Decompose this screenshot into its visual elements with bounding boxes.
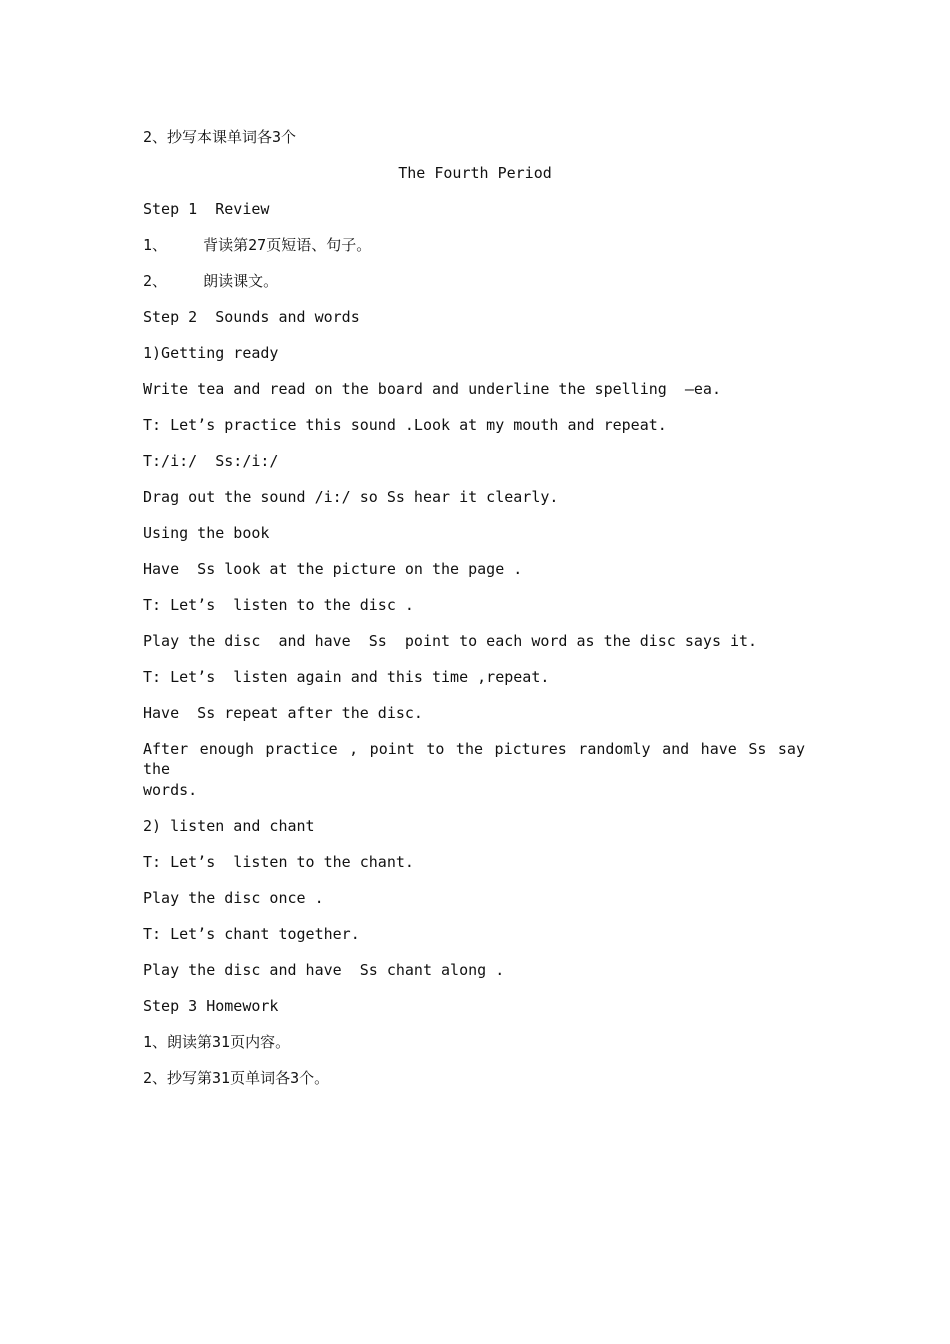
text-line: T: Let’s listen to the disc . — [143, 596, 414, 614]
review-item-1: 1、 背读第27页短语、句子。 — [143, 236, 372, 254]
text-line: words. — [143, 781, 198, 799]
step-2-heading: Step 2 Sounds and words — [143, 308, 360, 326]
listen-chant-heading: 2) listen and chant — [143, 817, 315, 835]
text-line: Have Ss look at the picture on the page . — [143, 560, 523, 578]
section-title: The Fourth Period — [398, 164, 552, 182]
text-line: T: Let’s practice this sound .Look at my mouth and repeat. — [143, 416, 667, 434]
text-line: Write tea and read on the board and underline the spelling –ea. — [143, 380, 721, 398]
text-line: T: Let’s chant together. — [143, 925, 360, 943]
step-1-heading: Step 1 Review — [143, 200, 270, 218]
step-3-heading: Step 3 Homework — [143, 997, 279, 1015]
text-line: Play the disc and have Ss chant along . — [143, 961, 505, 979]
homework-item-1: 1、朗读第31页内容。 — [143, 1033, 291, 1051]
text-line: T: Let’s listen to the chant. — [143, 853, 414, 871]
homework-item-2: 2、抄写第31页单词各3个。 — [143, 1069, 330, 1087]
text-line-justified: After enough practice , point to the pictures randomly and have Ss say the — [143, 740, 805, 778]
review-item-2: 2、 朗读课文。 — [143, 272, 279, 290]
text-line: Drag out the sound /i:/ so Ss hear it clearly. — [143, 488, 559, 506]
homework-copy-words: 2、抄写本课单词各3个 — [143, 128, 297, 146]
getting-ready-heading: 1)Getting ready — [143, 344, 279, 362]
text-line: T: Let’s listen again and this time ,repeat. — [143, 668, 550, 686]
using-book-heading: Using the book — [143, 524, 270, 542]
text-line: Play the disc once . — [143, 889, 324, 907]
text-line: T:/i:/ Ss:/i:/ — [143, 452, 279, 470]
text-line: Play the disc and have Ss point to each word as the disc says it. — [143, 632, 758, 650]
text-line: Have Ss repeat after the disc. — [143, 704, 423, 722]
